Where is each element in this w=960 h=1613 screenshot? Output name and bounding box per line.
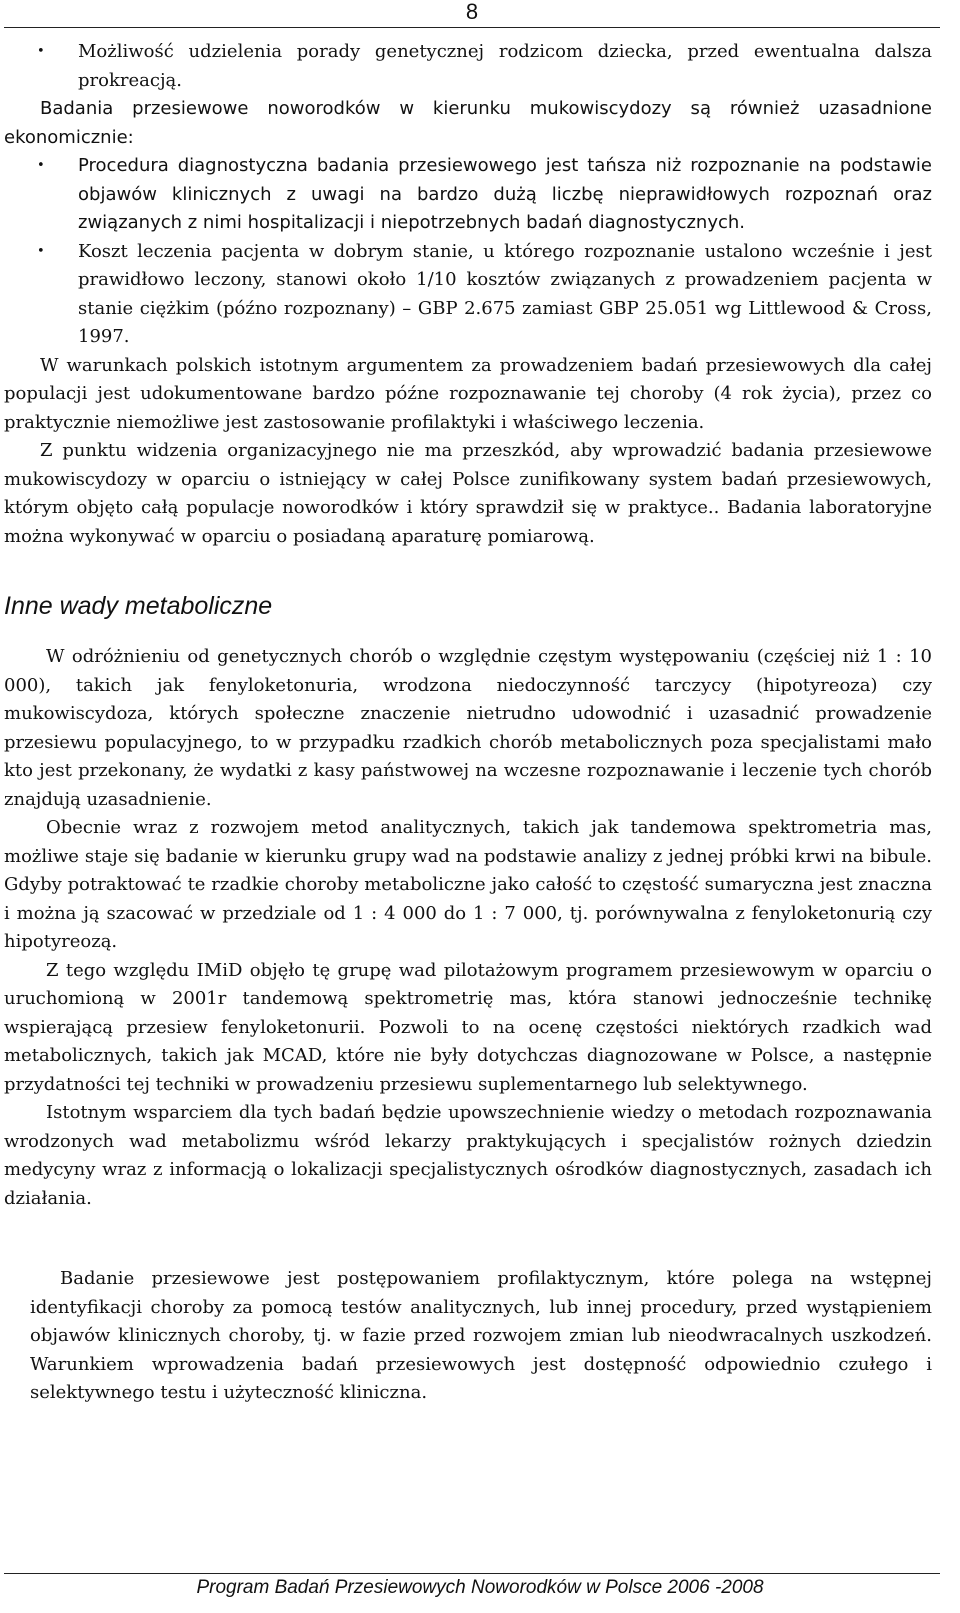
bullet-text: Procedura diagnostyczna badania przesiewowego jest tańsza niż rozpoznanie na podstawie objawów klinicznych z uwagi na bardzo dużą liczbę nieprawidłowych rozpoznań oraz związanych z nimi hospitalizacji i niepotrzebnych badań diagnostycznych. [78,155,932,233]
body-paragraph: Obecnie wraz z rozwojem metod analitycznych, takich jak tandemowa spektrometria mas, możliwe staje się badanie w kierunku grupy wad na podstawie analizy z jednej próbki krwi na bibule. Gdyby potraktować te rzadkie choroby metaboliczne jako całość to częstość sumaryczna jest znaczna i można ją szacować w przedziale od 1 : 4 000 do 1 : 7 000, tj. porównywalna z fenyloketonurią czy hipotyreozą. [4,817,932,952]
closing-paragraph: Badanie przesiewowe jest postępowaniem profilaktycznym, które polega na wstępnej identyfikacji choroby za pomocą testów analitycznych, lub innej procedury, przed wystąpieniem objawów klinicznych choroby, tj. w fazie przed rozwojem zmian lub nieodwracalnych uszkodzeń. Warunkiem wprowadzenia badań przesiewowych jest dostępność odpowiednio czułego i selektywnego testu i użyteczność kliniczna. [30,1268,932,1403]
body-paragraph: W warunkach polskich istotnym argumentem za prowadzeniem badań przesiewowych dla całej populacji jest udokumentowane bardzo późne rozpoznawanie tej choroby (4 rok życia), przez co praktycznie niemożliwe jest zastosowanie profilaktyki i właściwego leczenia. [4,354,932,433]
header-rule [4,27,940,28]
bullet-icon: • [37,158,45,173]
list-item [4,38,932,95]
body-paragraph: Z tego względu IMiD objęło tę grupę wad pilotażowym programem przesiewowym w oparciu o uruchomioną w 2001r tandemową spektrometrię mas, która stanowi jednocześnie technikę wspierającą przesiew fenyloketonurii. Pozwoli to na ocenę częstości niektórych rzadkich wad metabolicznych, takich jak MCAD, które nie były dotychczas diagnozowane w Polsce, a następnie przydatności tej techniki w prowadzeniu przesiewu suplementarnego lub selektywnego. [4,959,932,1095]
spacer [4,1213,932,1265]
econ-intro: Badania przesiewowe noworodków w kierunku mukowiscydozy są również uzasadnione ekonomicznie: [4,98,932,148]
bullet-text: Koszt leczenia pacjenta w dobrym stanie, u którego rozpoznanie ustalono wcześnie i jest prawidłowo leczony, stanowi około 1/10 kosztów związanych z prowadzeniem pacjenta w stanie ciężkim (późno rozpoznany) – GBP 2.675 zamiast GBP 25.051 wg Littlewood & Cross, 1997. [78,240,932,347]
bullet-text: Możliwość udzielenia porady genetycznej rodzicom dziecka, przed ewentualna dalsza prokreacją. [78,41,932,91]
bullet-icon: • [37,44,45,59]
body-paragraph: W odróżnieniu od genetycznych chorób o względnie częstym występowaniu (częściej niż 1 : 10 000), takich jak fenyloketonuria, wrodzona niedoczynność tarczycy (hipotyreoza) czy mukowiscydoza, których społeczne znaczenie nietrudno udowodnić i uzasadnić prowadzenie przesiewu populacyjnego, to w przypadku rzadkich chorób metabolicznych poza specjalistami mało kto jest przekonany, że wydatki z kasy państwowej na wczesne rozpoznawanie i leczenie tych chorób znajdują uzasadnienie. [4,646,932,810]
body-paragraph: Z punktu widzenia organizacyjnego nie ma przeszkód, aby wprowadzić badania przesiewowe mukowiscydozy w oparciu o istniejący w całej Polsce zunifikowany system badań przesiewowych, którym objęto całą populacje noworodków i który sprawdził się w praktyce.. Badania laboratoryjne można wykonywać w oparciu o posiadaną aparaturę pomiarową. [4,440,932,547]
bullet-icon: • [37,243,45,259]
page-content [4,38,932,1408]
spacer [4,551,932,591]
page-number: 8 [465,0,479,24]
spacer [4,621,932,643]
page-footer: Program Badań Przesiewowych Noworodków w Polsce 2006 -2008 [196,1577,764,1598]
body-paragraph: Istotnym wsparciem dla tych badań będzie upowszechnienie wiedzy o metodach rozpoznawania wrodzonych wad metabolizmu wśród lekarzy praktykujących i specjalistów rożnych dziedzin medycyny wraz z informacją o lokalizacji specjalistycznych ośrodków diagnostycznych, zasadach ich działania. [4,1102,932,1209]
list-item [4,152,932,238]
section-heading: Inne wady metaboliczne [4,592,273,620]
footer-rule [4,1573,940,1574]
list-item [4,238,932,352]
